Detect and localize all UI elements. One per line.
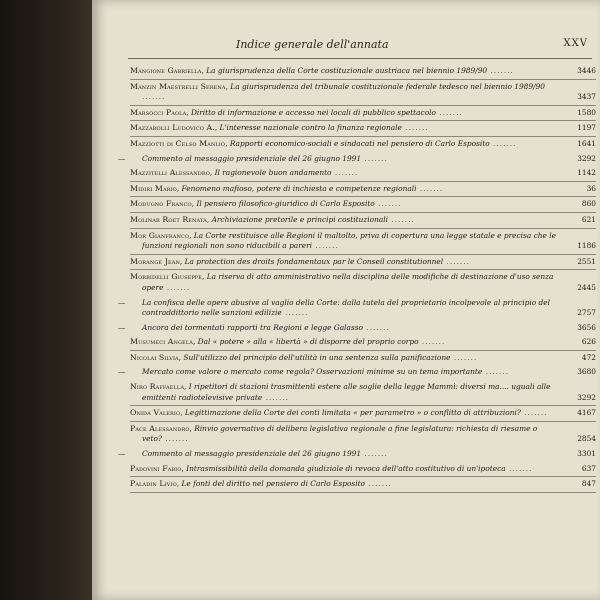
entry-author: Modugno Franco [130,199,192,209]
entry-page-number: 847 [581,479,596,489]
leader-dots: ....... [142,92,166,102]
index-entry-row [130,184,596,195]
entry-title: La protection des droits fondamentaux par le Conseil constitutionnel [184,256,444,266]
leader-dots: ....... [262,392,290,402]
index-entry [130,106,596,122]
index-entry-text: Midiri Mario, Fenomeno mafioso, potere di inchiesta e competenze regionali ....... [130,183,444,193]
entry-author: Mazziotti di Celso Manlio [130,138,226,148]
entry-title: Mercato come valore o mercato come regola? Osservazioni minime su un tema importante [142,367,483,377]
index-entry [130,64,596,80]
leader-dots: ....... [489,138,517,148]
entry-page-number: 1186 [577,241,596,251]
entry-title: Il ragionevole buon andamento [214,168,332,178]
index-entry [118,365,596,380]
index-entry [118,321,596,336]
entry-page-number: 3656 [577,322,596,332]
entry-page-number: 1641 [577,138,596,148]
index-entry [130,380,596,406]
leader-dots: ....... [361,449,388,459]
index-entry-row [118,153,596,165]
entry-title: I ripetitori di stazioni trasmittenti estere alle soglie della legge Mammì: diversi ma.... uguali alle emittenti radiotelevisive private [142,382,551,402]
entry-author: Niro Raffaella [130,382,185,392]
entry-page-number: 2551 [577,256,596,266]
index-entry [118,152,596,167]
running-title: Indice generale dell'annata [236,38,389,51]
index-entry [130,462,596,478]
entry-author: Mazzitelli Alessandro [130,168,210,178]
index-entry-text: Onida Valerio, Legittimazione della Corte dei conti limitata « per parametro » o conflitto di attribuzioni? ....... [130,408,548,418]
index-entry [130,335,596,351]
leader-dots: ....... [401,123,429,133]
entry-title: Dal « potere » alla « libertà » di disporre del proprio corpo [197,337,419,347]
page-number: XXV [563,38,588,49]
entry-author: Mazzarolli Ludovico A. [130,123,215,133]
leader-dots: ....... [387,214,415,224]
entry-page-number: 3292 [577,392,596,402]
leader-dots: ....... [281,308,309,318]
leader-dots: ....... [505,463,533,473]
entry-author: Onida Valerio [130,408,181,418]
index-entry-row [130,382,596,403]
leader-dots: ....... [435,107,463,117]
leader-dots: ....... [374,199,402,209]
index-entry-row [118,322,596,334]
entry-page-number: 860 [581,199,596,209]
index-entry-row [130,199,596,210]
index-entry-row [118,449,596,460]
index-entry-text: Padovini Fabio, Intrasmissibilità della domanda giudiziale di revoca dell'atto costitutivo di un'ipoteca ....... [130,463,533,473]
index-entry [118,447,596,462]
entry-title: Diritto di informazione e accesso nei locali di pubblico spettacolo [190,107,436,117]
entry-title: La confisca delle opere abusive al vaglio della Corte: dalla tutela del proprietario incolpevole al principio del contraddittorio nelle sanzioni edilizie [142,297,550,318]
entry-author: Morbidelli Giuseppe [130,272,203,282]
index-entry [130,166,596,182]
index-entry [130,137,596,152]
index-entry-row [130,464,596,475]
index-entry-row [130,479,596,490]
entry-title: Le fonti del diritto nel pensiero di Carlo Esposito [181,479,365,489]
entry-title: Ancora dei tormentati rapporti tra Regioni e legge Galasso [142,322,363,332]
entry-title: Rinvio governativo di delibera legislativa regionale a fine legislatura: richiesta di riesame o veto? [142,423,538,444]
continuation-dash: — [118,153,126,163]
index-entry-row [130,215,596,226]
index-entry-text: Musumeci Angela, Dal « potere » alla « libertà » di disporre del proprio corpo ....... [130,337,446,347]
index-entry-row [130,408,596,419]
entry-title: La Corte restituisce alle Regioni il maltolto, priva di copertura una legge statale e precisa che le funzioni regionali non sono riducibili a pareri [142,230,556,251]
index-entry-text [118,153,556,165]
entry-page-number: 2854 [577,434,596,444]
index-entry-row [130,424,596,445]
index-entry-row [130,353,596,364]
index-entry-text: Molinar Roet Renata, Archiviazione pretorile e principi costituzionali ....... [130,214,415,224]
index-entry-text: Manzin Maestrelli Serena, La giurisprudenza del tribunale costituzionale federale tedesco nel biennio 1989/90 ....... [130,81,545,102]
index-entry-row [130,337,596,348]
leader-dots: ....... [161,434,189,444]
continuation-dash: — [118,297,126,307]
entry-page-number: 3680 [577,367,596,377]
index-entry-text: Mazzitelli Alessandro, Il ragionevole buon andamento ....... [130,168,359,178]
entry-page-number: 1580 [577,107,596,117]
index-entry [130,213,596,229]
entry-title: L'interesse nazionale contro la finanza regionale [219,123,402,133]
index-entry [130,422,596,447]
index-entry-text: Morbidelli Giuseppe, La riserva di atto amministrativo nella disciplina delle modifiche di destinazione d'uso senza opere ....... [130,272,554,292]
index-entry-list [118,64,596,493]
index-entry [130,477,596,493]
index-entry-row [118,297,596,319]
index-entry-text: Nicolai Silvia, Sull'utilizzo del principio dell'utilità in una sentenza sulla panificazione ....... [130,352,478,362]
entry-author: Padovini Fabio [130,463,182,473]
entry-page-number: 621 [581,214,596,224]
entry-page-number: 1197 [577,123,596,133]
leader-dots: ....... [482,367,510,377]
leader-dots: ....... [443,256,470,266]
entry-page-number: 472 [581,352,596,362]
leader-dots: ....... [361,153,388,163]
index-entry [130,80,596,106]
index-entry [130,406,596,422]
entry-page-number: 637 [581,463,596,473]
entry-page-number: 3446 [577,66,596,75]
index-entry [130,255,596,271]
index-entry-row [130,66,596,77]
entry-page-number: 1142 [577,168,596,178]
entry-page-number: 2757 [577,308,596,318]
entry-title: Intrasmissibilità della domanda giudiziale di revoca dell'atto costitutivo di un'ipoteca [186,463,506,473]
index-entry-text: Paladin Livio, Le fonti del diritto nel pensiero di Carlo Esposito ....... [130,479,392,489]
index-entry-text: Mor Gianfranco, La Corte restituisce alle Regioni il maltolto, priva di copertura una legge statale e precisa che le funzioni regionali non sono riducibili a pareri ....... [130,230,556,251]
index-entry-text [118,322,556,334]
entry-title: La riserva di atto amministrativo nella disciplina delle modifiche di destinazione d'uso senza opere [142,272,554,292]
index-entry-row [130,231,596,252]
leader-dots: ....... [520,408,548,418]
entry-author: Manzin Maestrelli Serena [130,81,226,91]
index-entry-text: Mazzarolli Ludovico A., L'interesse nazionale contro la finanza regionale ....... [130,123,429,133]
index-entry [130,182,596,198]
book-page [92,0,600,600]
entry-page-number: 3301 [577,449,596,459]
entry-author: Musumeci Angela [130,337,193,347]
entry-author: Mor Gianfranco [130,230,190,240]
index-entry [118,296,596,321]
entry-title: Commento al messaggio presidenziale del 26 giugno 1991 [142,449,362,459]
leader-dots: ....... [331,168,359,178]
index-entry [130,121,596,137]
leader-dots: ....... [363,322,390,332]
index-entry-row [130,257,596,268]
index-entry-row [130,108,596,119]
continuation-dash: — [118,322,126,332]
index-entry [130,351,596,366]
index-entry-text: Modugno Franco, Il pensiero filosofico-giuridico di Carlo Esposito ....... [130,199,402,209]
entry-author: Nicolai Silvia [130,352,179,362]
entry-author: Midiri Mario [130,183,177,193]
entry-author: Pace Alessandro [130,423,190,433]
index-entry [130,197,596,213]
entry-title: Il pensiero filosofico-giuridico di Carlo Esposito [196,199,375,209]
entry-author: Morange Jean [130,256,180,266]
leader-dots: ....... [163,282,191,292]
entry-title: La giurisprudenza del tribunale costituzionale federale tedesco nel biennio 1989/90 [230,81,545,91]
entry-author: Mangione Gabriella [130,66,202,75]
index-entry [130,229,596,255]
entry-page-number: 4167 [577,408,596,418]
index-entry-row [130,139,596,150]
leader-dots: ....... [418,337,446,347]
index-entry-text: Morange Jean, La protection des droits fondamentaux par le Conseil constitutionnel ....... [130,256,470,266]
entry-author: Molinar Roet Renata [130,214,207,224]
index-entry-text: Mangione Gabriella, La giurisprudenza della Corte costituzionale austriaca nel biennio 1989/90 ....... [130,66,514,75]
entry-page-number: 3292 [577,153,596,163]
index-entry-text: Pace Alessandro, Rinvio governativo di delibera legislativa regionale a fine legislatura: richiesta di riesame o veto? ....... [130,423,538,444]
index-entry-row [130,168,596,179]
index-entry-row [130,272,596,293]
entry-author: Marsocci Paola [130,107,187,117]
entry-title: Archiviazione pretorile e principi costituzionali [211,214,388,224]
leader-dots: ....... [487,66,514,75]
continuation-dash: — [118,449,126,459]
entry-author: Paladin Livio [130,479,177,489]
index-entry [130,270,596,295]
entry-title: Sull'utilizzo del principio dell'utilità in una sentenza sulla panificazione [183,352,451,362]
index-entry-text: Marsocci Paola, Diritto di informazione e accesso nei locali di pubblico spettacolo ....... [130,107,463,117]
leader-dots: ....... [416,183,444,193]
leader-dots: ....... [312,241,339,251]
leader-dots: ....... [450,352,478,362]
entry-title: Commento al messaggio presidenziale del 26 giugno 1991 [142,153,362,163]
entry-title: Legittimazione della Corte dei conti limitata « per parametro » o conflitto di attribuzioni? [184,408,521,418]
index-entry-text: Niro Raffaella, I ripetitori di stazioni trasmittenti estere alle soglie della legge Mammì: diversi ma.... uguali alle emittenti radiotelevisive private ....... [130,382,551,402]
index-entry-text [118,449,556,460]
entry-page-number: 36 [586,183,596,193]
entry-page-number: 3437 [577,92,596,102]
page-header [128,34,592,59]
index-entry-text: Mazziotti di Celso Manlio, Rapporti economico-sociali e sindacati nel pensiero di Carlo Esposito ....... [130,138,517,148]
index-entry-text [118,297,556,319]
index-entry-text [118,367,556,378]
entry-title: Rapporti economico-sociali e sindacati nel pensiero di Carlo Esposito [229,138,490,148]
entry-page-number: 626 [581,337,596,347]
book-binding-shadow [0,0,92,600]
entry-page-number: 2445 [577,282,596,292]
entry-title: Fenomeno mafioso, potere di inchiesta e competenze regionali [181,183,417,193]
leader-dots: ....... [365,479,392,489]
continuation-dash: — [118,367,126,377]
entry-title: La giurisprudenza della Corte costituzionale austriaca nel biennio 1989/90 [206,66,488,75]
index-entry-row [130,123,596,134]
index-entry-row [130,82,596,103]
index-entry-row [118,367,596,378]
